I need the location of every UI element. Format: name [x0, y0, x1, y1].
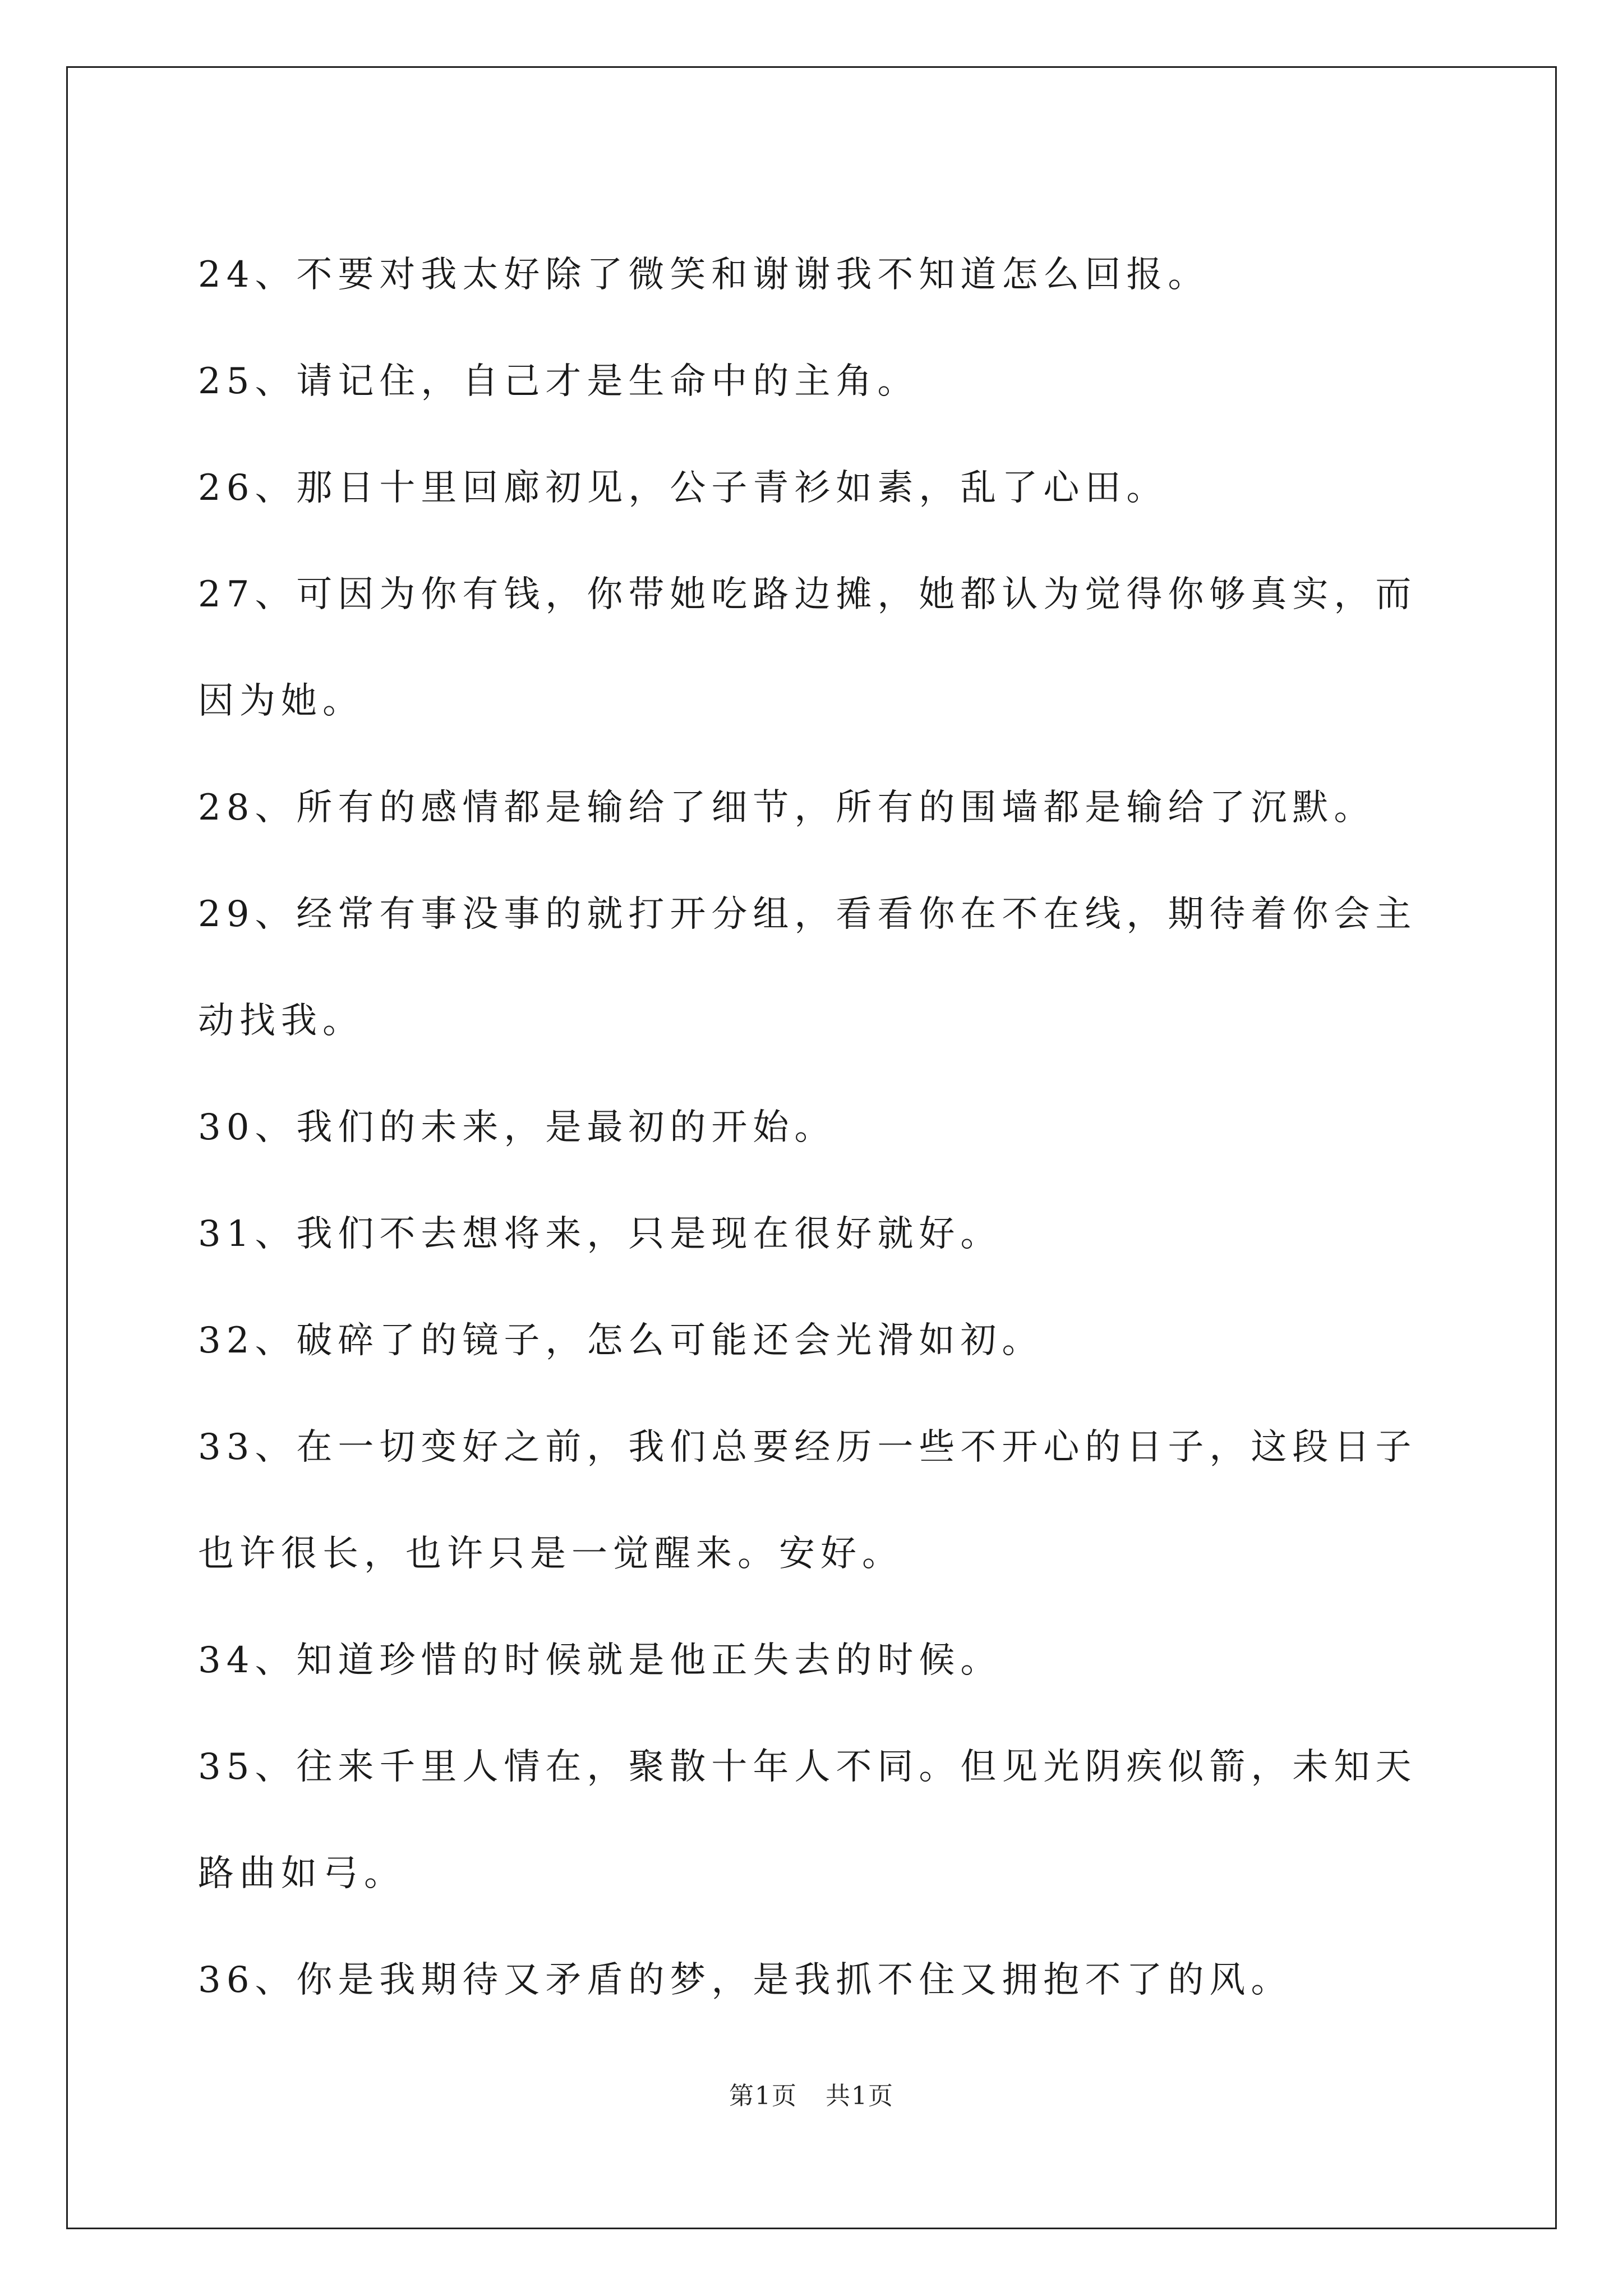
entry-29: 29、经常有事没事的就打开分组，看看你在不在线，期待着你会主动找我。	[198, 894, 1417, 1042]
entry-36: 36、你是我期待又矛盾的梦，是我抓不住又拥抱不了的风。	[198, 1959, 1293, 2001]
document-body	[198, 222, 1432, 2033]
entry-30: 30、我们的未来，是最初的开始。	[198, 1107, 836, 1148]
entry-24: 24、不要对我太好除了微笑和谢谢我不知道怎么回报。	[198, 254, 1210, 296]
entry-31: 31、我们不去想将来，只是现在很好就好。	[198, 1213, 1002, 1255]
entry-25: 25、请记住，自己才是生命中的主角。	[198, 361, 919, 402]
entry-35: 35、往来千里人情在，聚散十年人不同。但见光阴疾似箭，未知天路曲如弓。	[198, 1746, 1417, 1894]
page-footer	[0, 2076, 1623, 2111]
entry-34: 34、知道珍惜的时候就是他正失去的时候。	[198, 1640, 1002, 1681]
entry-33: 33、在一切变好之前，我们总要经历一些不开心的日子，这段日子也许很长，也许只是一觉醒来。安好。	[198, 1427, 1417, 1575]
entry-27: 27、可因为你有钱，你带她吃路边摊，她都认为觉得你够真实，而因为她。	[198, 574, 1417, 722]
page-number-total: 共1页	[826, 2082, 894, 2110]
page-number-current: 第1页	[729, 2082, 797, 2110]
entry-26: 26、那日十里回廊初见，公子青衫如素，乱了心田。	[198, 467, 1168, 509]
entry-32: 32、破碎了的镜子，怎么可能还会光滑如初。	[198, 1320, 1044, 1361]
entry-28: 28、所有的感情都是输给了细节，所有的围墙都是输给了沉默。	[198, 787, 1376, 829]
